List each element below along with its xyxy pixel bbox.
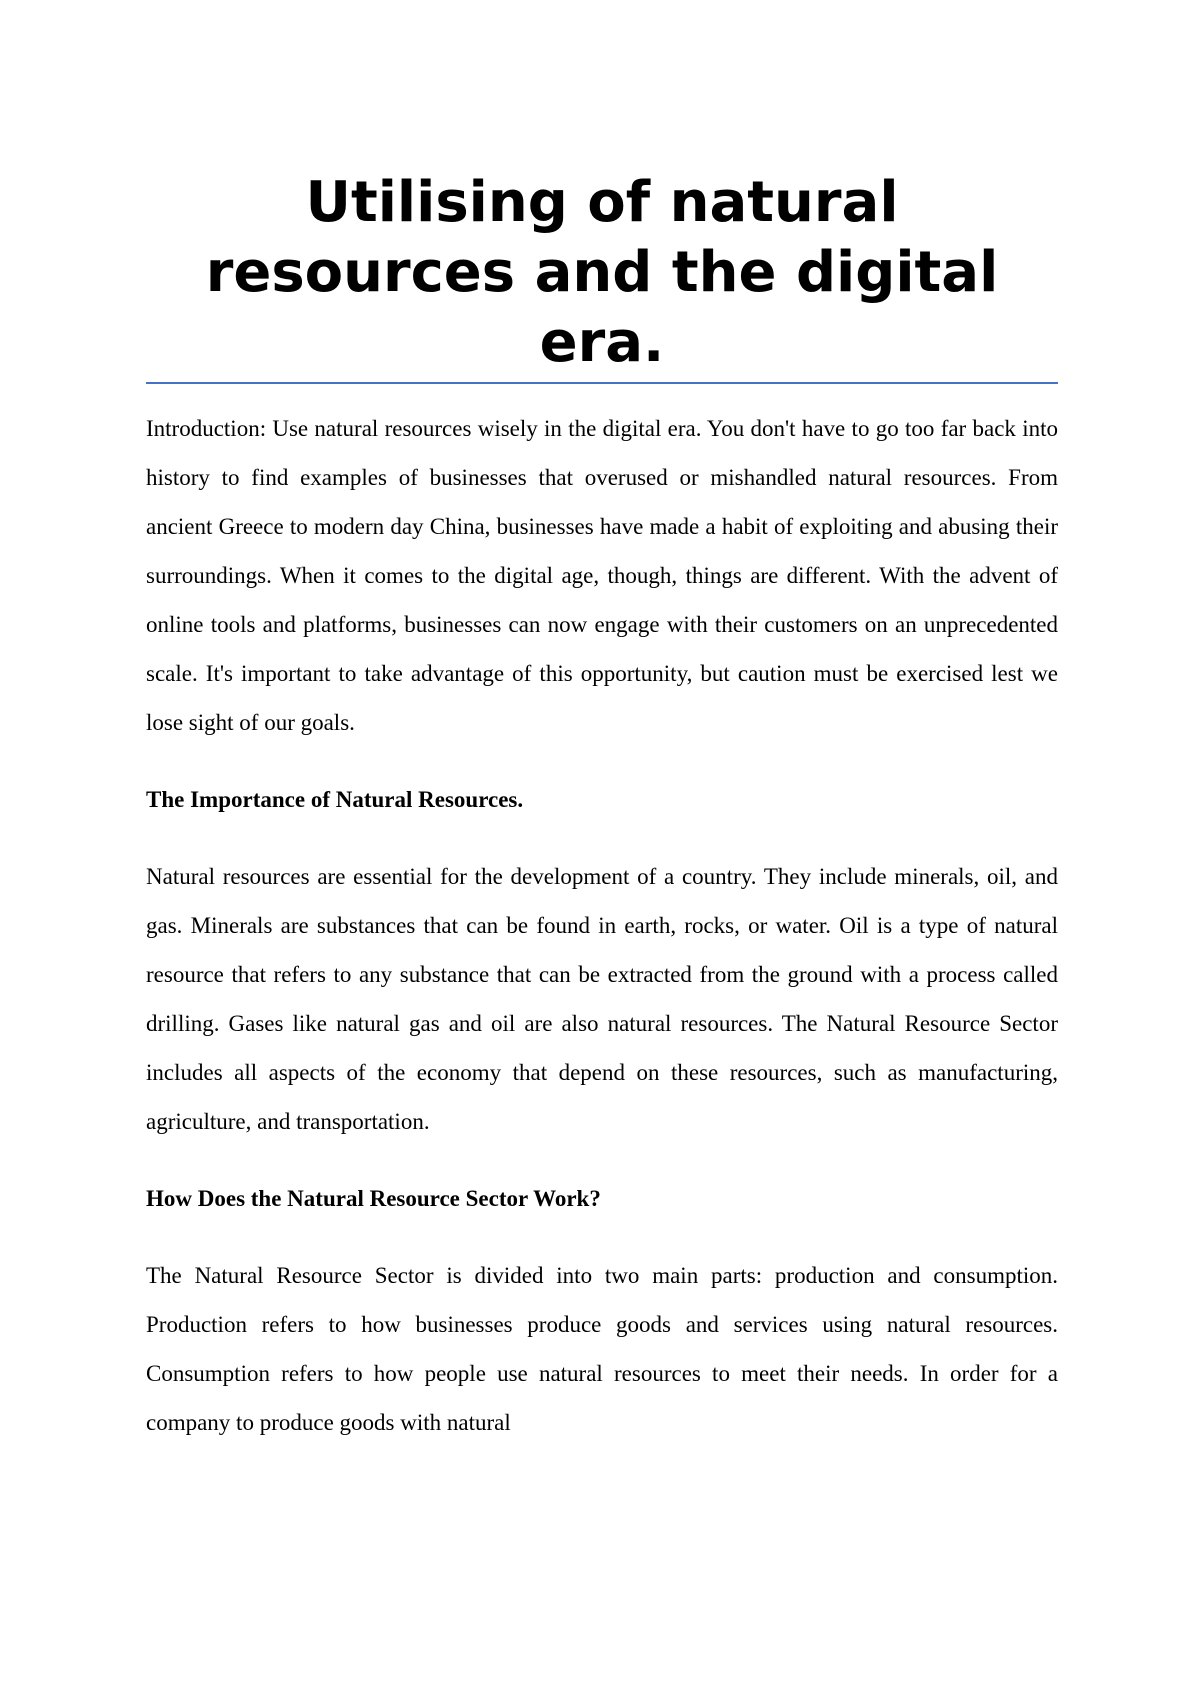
section-body-sector-work: The Natural Resource Sector is divided into two main parts: production and consumption. Production refers to how businesses produce goods and services using natural resources. Consumption refers to how people use natural resources to meet their needs. In order for a company to produce goods with natural <box>146 1263 1058 1435</box>
intro-paragraph: Introduction: Use natural resources wisely in the digital era. You don't have to go too far back into history to find examples of businesses that overused or mishandled natural resources. From ancient Greece to modern day China, businesses have made a habit of exploiting and abusing their surroundings. When it comes to the digital age, though, things are different. With the advent of online tools and platforms, businesses can now engage with their customers on an unprecedented scale. It's important to take advantage of this opportunity, but caution must be exercised lest we lose sight of our goals. <box>146 416 1058 735</box>
section-heading-importance: The Importance of Natural Resources. <box>146 787 524 812</box>
spacer <box>146 1223 1058 1251</box>
title-divider <box>146 382 1058 384</box>
section-heading-sector-work: How Does the Natural Resource Sector Work? <box>146 1186 601 1211</box>
spacer <box>146 747 1058 775</box>
spacer <box>146 1146 1058 1174</box>
spacer <box>146 824 1058 852</box>
document-title: Utilising of natural resources and the digital era. <box>205 170 999 375</box>
section-body-importance: Natural resources are essential for the development of a country. They include minerals, oil, and gas. Minerals are substances that can be found in earth, rocks, or water. Oil is a type of natural resource that refers to any substance that can be extracted from the ground with a process called drilling. Gases like natural gas and oil are also natural resources. The Natural Resource Sector includes all aspects of the economy that depend on these resources, such as manufacturing, agriculture, and transportation. <box>146 864 1058 1134</box>
document-content <box>146 168 1058 1447</box>
